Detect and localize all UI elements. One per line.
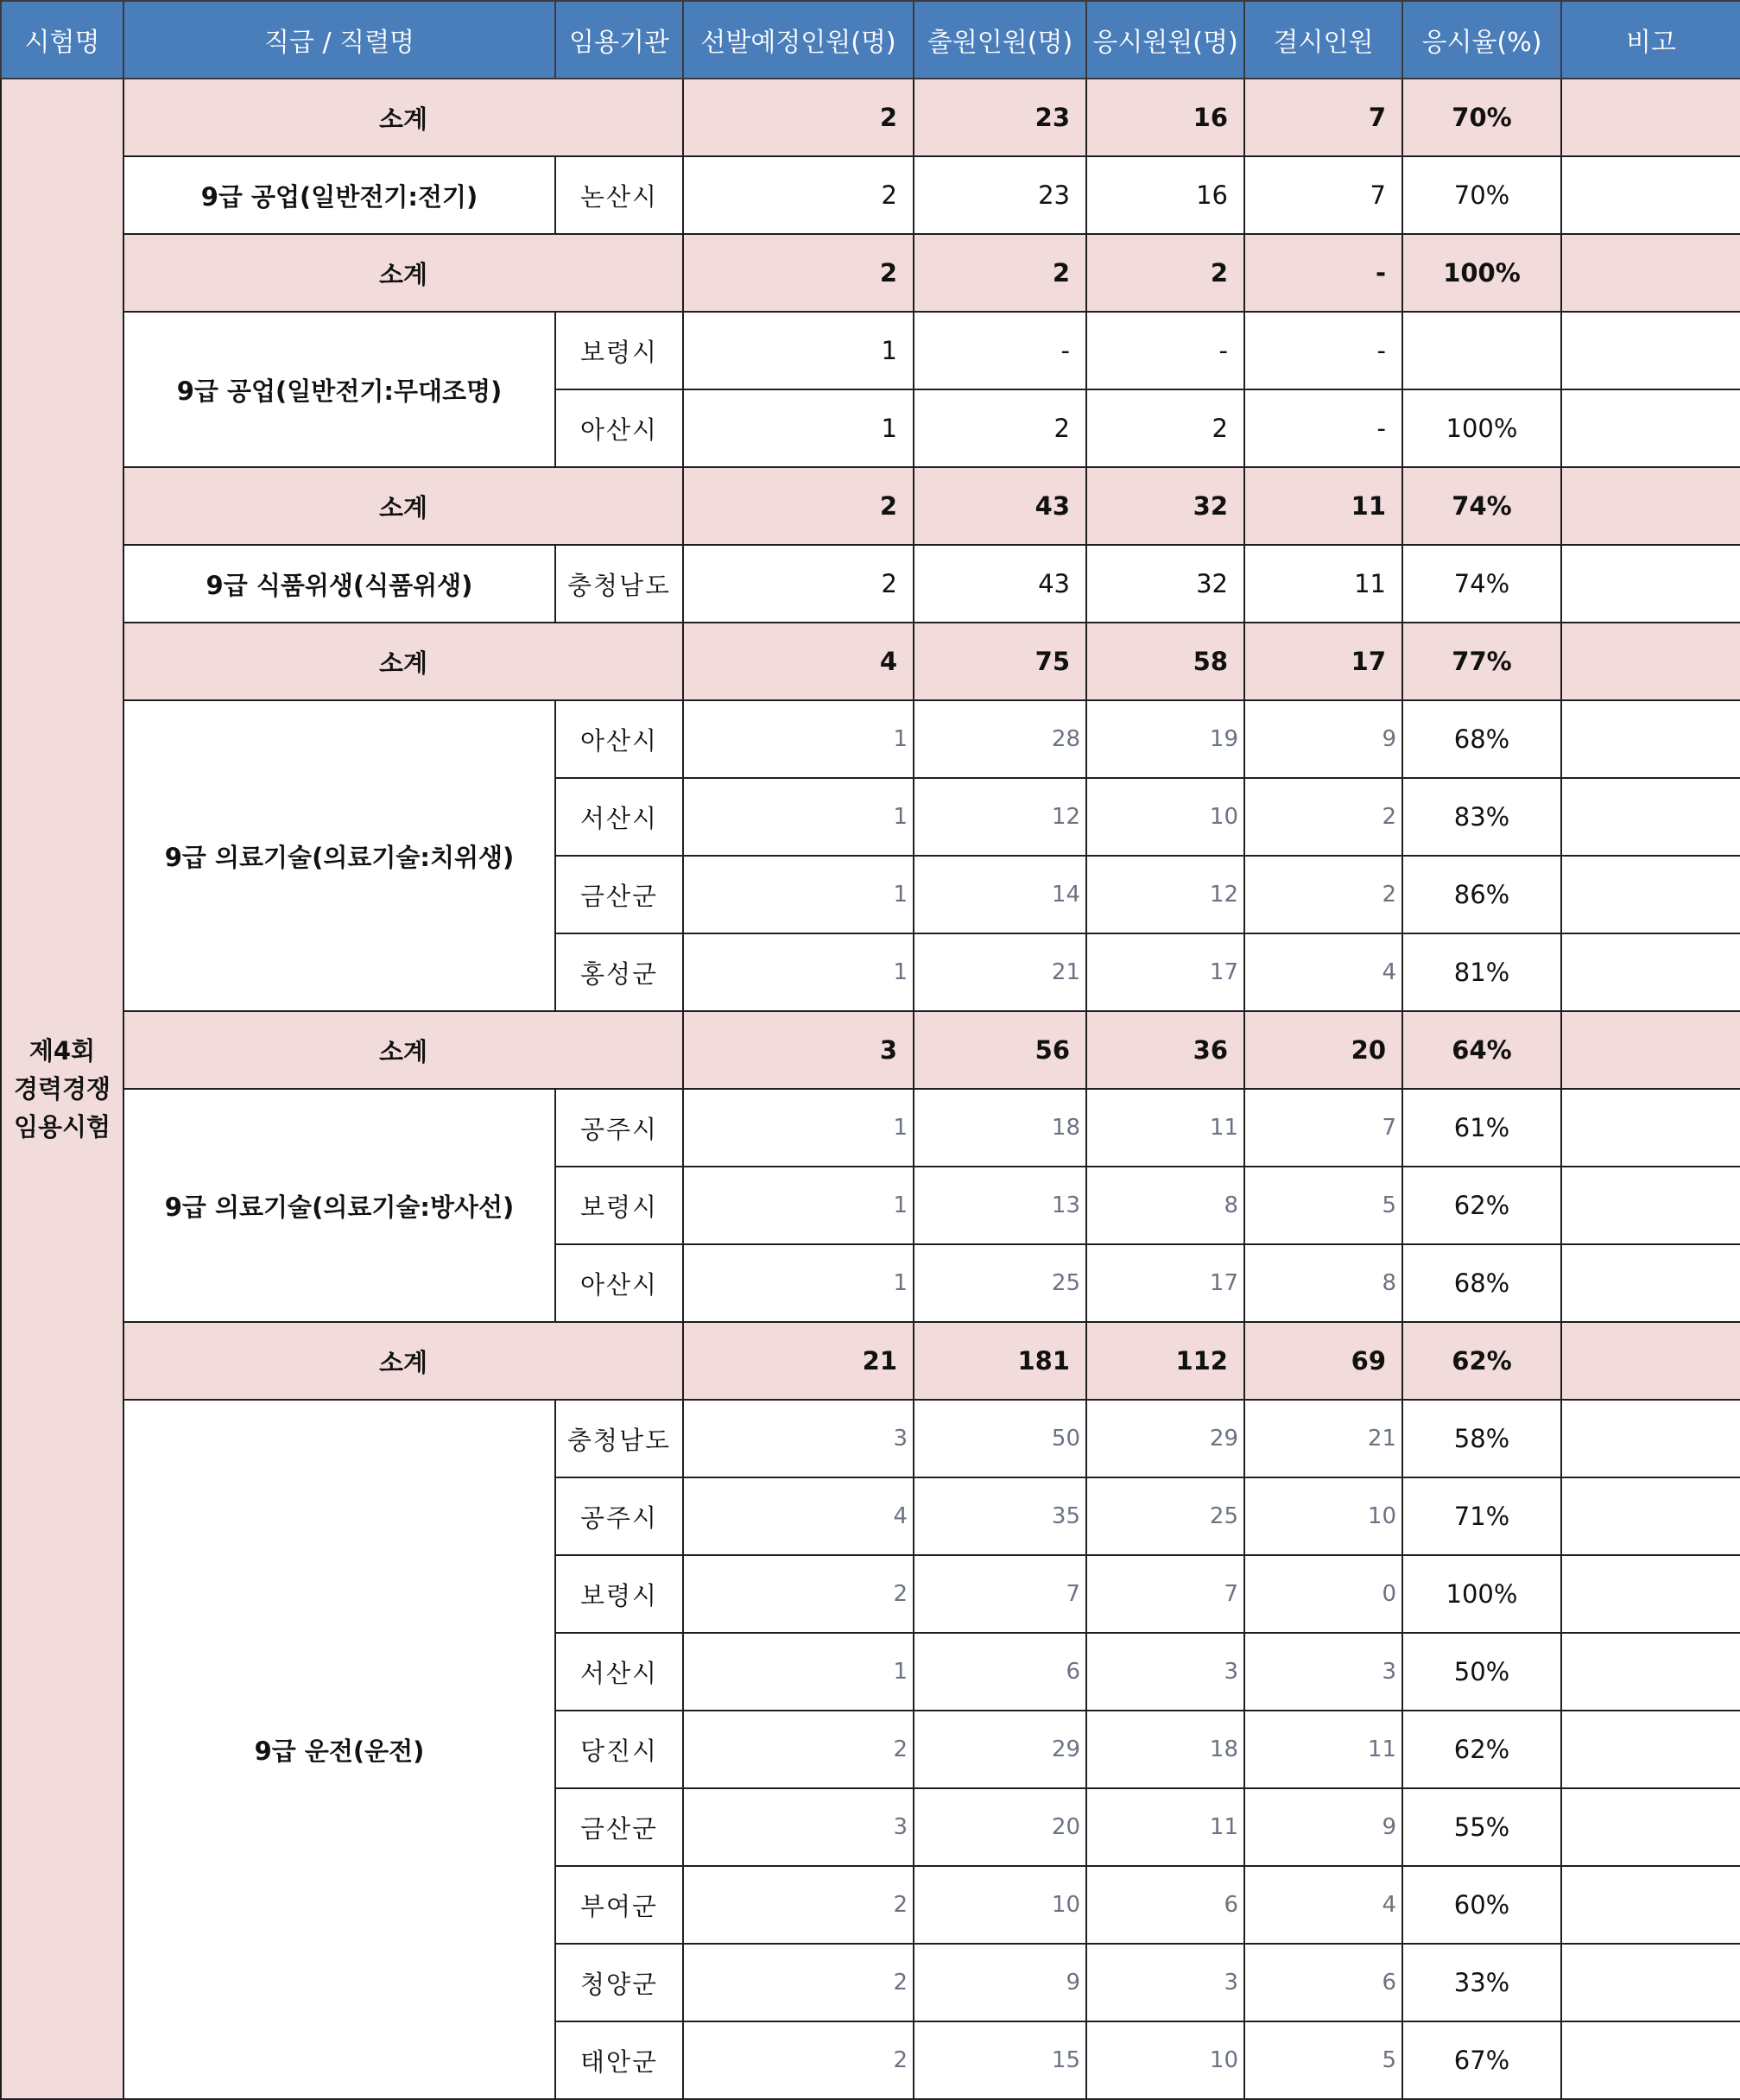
absent-cell: 6 [1244,1944,1402,2021]
apply-cell: 35 [914,1477,1086,1555]
plan-cell: 1 [683,1167,914,1244]
plan-cell: 2 [683,1711,914,1788]
take-cell: 2 [1086,389,1244,467]
remarks-cell [1561,1711,1740,1788]
subtotal-row [1,623,1740,700]
header-organization: 임용기관 [555,1,683,79]
plan-cell: 1 [683,933,914,1011]
subtotal-plan: 3 [683,1011,914,1089]
apply-cell: 21 [914,933,1086,1011]
subtotal-rate: 74% [1402,467,1561,545]
grade-cell: 9급 운전(운전) [123,1400,555,2099]
plan-cell: 3 [683,1400,914,1477]
rate-cell: 67% [1402,2021,1561,2099]
apply-cell: 13 [914,1167,1086,1244]
grade-cell: 9급 식품위생(식품위생) [123,545,555,623]
rate-cell: 33% [1402,1944,1561,2021]
remarks-cell [1561,1477,1740,1555]
rate-cell: 55% [1402,1788,1561,1866]
rate-cell [1402,312,1561,389]
rate-cell: 62% [1402,1167,1561,1244]
absent-cell: 21 [1244,1400,1402,1477]
grade-cell: 9급 공업(일반전기:전기) [123,156,555,234]
rate-cell: 74% [1402,545,1561,623]
grade-cell: 9급 의료기술(의료기술:방사선) [123,1089,555,1322]
plan-cell: 1 [683,778,914,856]
apply-cell: - [914,312,1086,389]
subtotal-remarks [1561,467,1740,545]
organization-cell: 공주시 [555,1477,683,1555]
apply-cell: 9 [914,1944,1086,2021]
absent-cell: 10 [1244,1477,1402,1555]
subtotal-plan: 2 [683,79,914,156]
subtotal-row [1,1322,1740,1400]
apply-cell: 43 [914,545,1086,623]
apply-cell: 14 [914,856,1086,933]
remarks-cell [1561,156,1740,234]
subtotal-plan: 2 [683,467,914,545]
header-absentees: 결시인원 [1244,1,1402,79]
absent-cell: 2 [1244,856,1402,933]
remarks-cell [1561,545,1740,623]
subtotal-label: 소계 [123,623,683,700]
take-cell: 25 [1086,1477,1244,1555]
subtotal-take: 58 [1086,623,1244,700]
absent-cell: 7 [1244,1089,1402,1167]
table-row [1,700,1740,778]
subtotal-remarks [1561,79,1740,156]
rate-cell: 71% [1402,1477,1561,1555]
take-cell: 8 [1086,1167,1244,1244]
subtotal-remarks [1561,1322,1740,1400]
subtotal-absent: 20 [1244,1011,1402,1089]
rate-cell: 68% [1402,1244,1561,1322]
subtotal-plan: 2 [683,234,914,312]
plan-cell: 2 [683,545,914,623]
take-cell: - [1086,312,1244,389]
organization-cell: 금산군 [555,856,683,933]
subtotal-label: 소계 [123,1011,683,1089]
plan-cell: 1 [683,1244,914,1322]
table-row [1,312,1740,389]
rate-cell: 100% [1402,389,1561,467]
subtotal-plan: 4 [683,623,914,700]
subtotal-apply: 23 [914,79,1086,156]
remarks-cell [1561,1866,1740,1944]
grade-cell: 9급 의료기술(의료기술:치위생) [123,700,555,1011]
apply-cell: 25 [914,1244,1086,1322]
remarks-cell [1561,856,1740,933]
rate-cell: 81% [1402,933,1561,1011]
organization-cell: 충청남도 [555,545,683,623]
rate-cell: 62% [1402,1711,1561,1788]
plan-cell: 2 [683,1555,914,1633]
plan-cell: 1 [683,312,914,389]
table-row [1,156,1740,234]
subtotal-absent: 11 [1244,467,1402,545]
take-cell: 6 [1086,1866,1244,1944]
grade-cell: 9급 공업(일반전기:무대조명) [123,312,555,467]
plan-cell: 1 [683,856,914,933]
absent-cell: 7 [1244,156,1402,234]
absent-cell: 4 [1244,933,1402,1011]
organization-cell: 부여군 [555,1866,683,1944]
take-cell: 7 [1086,1555,1244,1633]
take-cell: 17 [1086,1244,1244,1322]
subtotal-remarks [1561,1011,1740,1089]
absent-cell: 9 [1244,1788,1402,1866]
absent-cell: 9 [1244,700,1402,778]
organization-cell: 청양군 [555,1944,683,2021]
rate-cell: 58% [1402,1400,1561,1477]
take-cell: 11 [1086,1089,1244,1167]
apply-cell: 10 [914,1866,1086,1944]
subtotal-label: 소계 [123,1322,683,1400]
take-cell: 17 [1086,933,1244,1011]
subtotal-row [1,79,1740,156]
plan-cell: 1 [683,1633,914,1711]
organization-cell: 금산군 [555,1788,683,1866]
plan-cell: 1 [683,700,914,778]
plan-cell: 2 [683,156,914,234]
apply-cell: 6 [914,1633,1086,1711]
organization-cell: 공주시 [555,1089,683,1167]
rate-cell: 60% [1402,1866,1561,1944]
subtotal-apply: 56 [914,1011,1086,1089]
remarks-cell [1561,312,1740,389]
table-row [1,1089,1740,1167]
take-cell: 29 [1086,1400,1244,1477]
take-cell: 18 [1086,1711,1244,1788]
apply-cell: 15 [914,2021,1086,2099]
apply-cell: 29 [914,1711,1086,1788]
organization-cell: 보령시 [555,1555,683,1633]
header-remarks: 비고 [1561,1,1740,79]
rate-cell: 61% [1402,1089,1561,1167]
subtotal-apply: 2 [914,234,1086,312]
plan-cell: 2 [683,1944,914,2021]
remarks-cell [1561,1167,1740,1244]
apply-cell: 2 [914,389,1086,467]
take-cell: 32 [1086,545,1244,623]
remarks-cell [1561,1244,1740,1322]
absent-cell: 2 [1244,778,1402,856]
rate-cell: 50% [1402,1633,1561,1711]
subtotal-absent: 7 [1244,79,1402,156]
apply-cell: 50 [914,1400,1086,1477]
absent-cell: 4 [1244,1866,1402,1944]
subtotal-rate: 77% [1402,623,1561,700]
table-row [1,1400,1740,1477]
absent-cell: 0 [1244,1555,1402,1633]
organization-cell: 서산시 [555,778,683,856]
subtotal-take: 2 [1086,234,1244,312]
table-body [1,79,1740,2099]
organization-cell: 아산시 [555,389,683,467]
subtotal-absent: 69 [1244,1322,1402,1400]
remarks-cell [1561,2021,1740,2099]
take-cell: 16 [1086,156,1244,234]
absent-cell: - [1244,312,1402,389]
organization-cell: 충청남도 [555,1400,683,1477]
organization-cell: 서산시 [555,1633,683,1711]
header-grade: 직급 / 직렬명 [123,1,555,79]
take-cell: 3 [1086,1633,1244,1711]
remarks-cell [1561,1944,1740,2021]
absent-cell: - [1244,389,1402,467]
organization-cell: 보령시 [555,1167,683,1244]
subtotal-apply: 181 [914,1322,1086,1400]
subtotal-take: 36 [1086,1011,1244,1089]
rate-cell: 86% [1402,856,1561,933]
remarks-cell [1561,700,1740,778]
plan-cell: 4 [683,1477,914,1555]
remarks-cell [1561,1089,1740,1167]
plan-cell: 1 [683,389,914,467]
remarks-cell [1561,1633,1740,1711]
header-applicants: 출원인원(명) [914,1,1086,79]
subtotal-apply: 43 [914,467,1086,545]
absent-cell: 11 [1244,1711,1402,1788]
subtotal-take: 112 [1086,1322,1244,1400]
organization-cell: 아산시 [555,1244,683,1322]
subtotal-row [1,234,1740,312]
header-planned: 선발예정인원(명) [683,1,914,79]
exam-name-cell: 제4회 경력경쟁 임용시험 [1,79,123,2099]
absent-cell: 11 [1244,545,1402,623]
subtotal-remarks [1561,234,1740,312]
subtotal-label: 소계 [123,234,683,312]
subtotal-rate: 64% [1402,1011,1561,1089]
remarks-cell [1561,933,1740,1011]
absent-cell: 5 [1244,1167,1402,1244]
subtotal-remarks [1561,623,1740,700]
remarks-cell [1561,389,1740,467]
table-row [1,545,1740,623]
header-attendance-rate: 응시율(%) [1402,1,1561,79]
apply-cell: 7 [914,1555,1086,1633]
take-cell: 10 [1086,2021,1244,2099]
take-cell: 12 [1086,856,1244,933]
apply-cell: 28 [914,700,1086,778]
header-examinees: 응시원원(명) [1086,1,1244,79]
subtotal-row [1,467,1740,545]
apply-cell: 18 [914,1089,1086,1167]
subtotal-label: 소계 [123,467,683,545]
apply-cell: 23 [914,156,1086,234]
subtotal-rate: 100% [1402,234,1561,312]
rate-cell: 83% [1402,778,1561,856]
apply-cell: 20 [914,1788,1086,1866]
subtotal-rate: 62% [1402,1322,1561,1400]
apply-cell: 12 [914,778,1086,856]
subtotal-take: 16 [1086,79,1244,156]
take-cell: 3 [1086,1944,1244,2021]
plan-cell: 1 [683,1089,914,1167]
organization-cell: 당진시 [555,1711,683,1788]
subtotal-label: 소계 [123,79,683,156]
plan-cell: 2 [683,2021,914,2099]
header-exam-name: 시험명 [1,1,123,79]
organization-cell: 태안군 [555,2021,683,2099]
remarks-cell [1561,1788,1740,1866]
subtotal-plan: 21 [683,1322,914,1400]
subtotal-row [1,1011,1740,1089]
absent-cell: 3 [1244,1633,1402,1711]
take-cell: 19 [1086,700,1244,778]
subtotal-absent: - [1244,234,1402,312]
remarks-cell [1561,778,1740,856]
rate-cell: 68% [1402,700,1561,778]
subtotal-take: 32 [1086,467,1244,545]
remarks-cell [1561,1400,1740,1477]
organization-cell: 아산시 [555,700,683,778]
take-cell: 10 [1086,778,1244,856]
subtotal-apply: 75 [914,623,1086,700]
plan-cell: 2 [683,1866,914,1944]
remarks-cell [1561,1555,1740,1633]
organization-cell: 보령시 [555,312,683,389]
take-cell: 11 [1086,1788,1244,1866]
absent-cell: 8 [1244,1244,1402,1322]
subtotal-absent: 17 [1244,623,1402,700]
absent-cell: 5 [1244,2021,1402,2099]
plan-cell: 3 [683,1788,914,1866]
rate-cell: 100% [1402,1555,1561,1633]
header-row [1,1,1740,79]
organization-cell: 논산시 [555,156,683,234]
subtotal-rate: 70% [1402,79,1561,156]
organization-cell: 홍성군 [555,933,683,1011]
rate-cell: 70% [1402,156,1561,234]
